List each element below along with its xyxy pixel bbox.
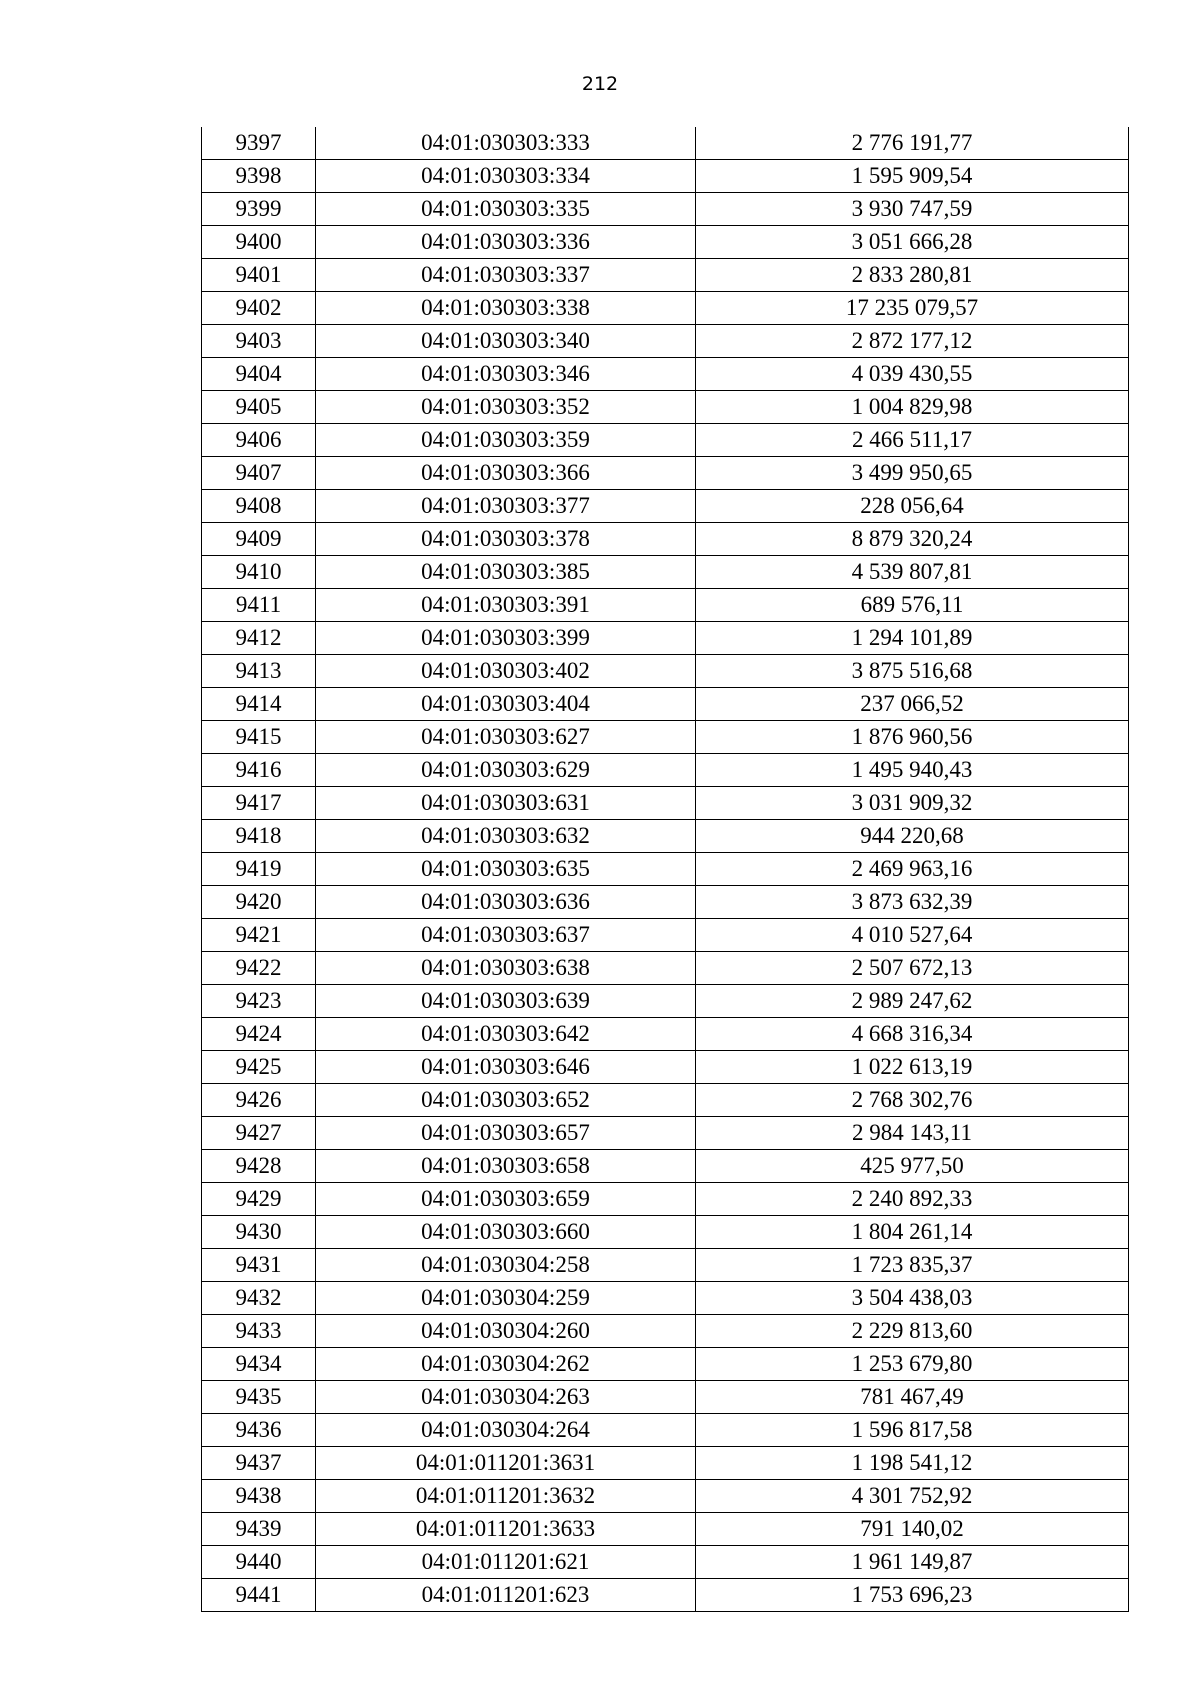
table-row <box>202 622 1129 655</box>
cadastral-value-cell: 3 499 950,65 <box>696 457 1129 490</box>
row-number-cell: 9412 <box>202 622 316 655</box>
row-number-cell: 9411 <box>202 589 316 622</box>
cadastral-value-cell: 1 723 835,37 <box>696 1249 1129 1282</box>
cadastral-number-cell: 04:01:030303:340 <box>316 325 696 358</box>
cadastral-value-cell: 2 507 672,13 <box>696 952 1129 985</box>
cadastral-number-cell: 04:01:030303:657 <box>316 1117 696 1150</box>
cadastral-value-cell: 1 022 613,19 <box>696 1051 1129 1084</box>
cadastral-number-cell: 04:01:030304:262 <box>316 1348 696 1381</box>
cadastral-number-cell: 04:01:030303:642 <box>316 1018 696 1051</box>
table-row <box>202 589 1129 622</box>
cadastral-number-cell: 04:01:030303:632 <box>316 820 696 853</box>
row-number-cell: 9434 <box>202 1348 316 1381</box>
table-row <box>202 1381 1129 1414</box>
cadastral-number-cell: 04:01:011201:3633 <box>316 1513 696 1546</box>
table-row <box>202 1216 1129 1249</box>
cadastral-value-cell: 1 804 261,14 <box>696 1216 1129 1249</box>
cadastral-value-cell: 425 977,50 <box>696 1150 1129 1183</box>
cadastral-value-cell: 1 596 817,58 <box>696 1414 1129 1447</box>
cadastral-number-cell: 04:01:011201:3632 <box>316 1480 696 1513</box>
table-row <box>202 1282 1129 1315</box>
table-row <box>202 919 1129 952</box>
table-row <box>202 1051 1129 1084</box>
cadastral-value-cell: 3 031 909,32 <box>696 787 1129 820</box>
table-row <box>202 985 1129 1018</box>
table-row <box>202 820 1129 853</box>
cadastral-value-cell: 4 301 752,92 <box>696 1480 1129 1513</box>
cadastral-number-cell: 04:01:030304:264 <box>316 1414 696 1447</box>
table-row <box>202 688 1129 721</box>
cadastral-value-cell: 2 229 813,60 <box>696 1315 1129 1348</box>
cadastral-number-cell: 04:01:030303:336 <box>316 226 696 259</box>
cadastral-number-cell: 04:01:030303:399 <box>316 622 696 655</box>
table-row <box>202 391 1129 424</box>
cadastral-value-cell: 1 253 679,80 <box>696 1348 1129 1381</box>
row-number-cell: 9426 <box>202 1084 316 1117</box>
table-row <box>202 952 1129 985</box>
table-row <box>202 1315 1129 1348</box>
cadastral-value-cell: 4 010 527,64 <box>696 919 1129 952</box>
cadastral-number-cell: 04:01:030303:660 <box>316 1216 696 1249</box>
cadastral-value-cell: 944 220,68 <box>696 820 1129 853</box>
row-number-cell: 9406 <box>202 424 316 457</box>
table-row <box>202 1480 1129 1513</box>
table-row <box>202 886 1129 919</box>
row-number-cell: 9408 <box>202 490 316 523</box>
cadastral-value-cell: 1 294 101,89 <box>696 622 1129 655</box>
cadastral-number-cell: 04:01:030304:260 <box>316 1315 696 1348</box>
cadastral-number-cell: 04:01:030303:631 <box>316 787 696 820</box>
row-number-cell: 9403 <box>202 325 316 358</box>
cadastral-number-cell: 04:01:030304:259 <box>316 1282 696 1315</box>
row-number-cell: 9431 <box>202 1249 316 1282</box>
page-number: 212 <box>581 73 619 95</box>
cadastral-value-cell: 2 768 302,76 <box>696 1084 1129 1117</box>
cadastral-number-cell: 04:01:030303:658 <box>316 1150 696 1183</box>
table-row <box>202 358 1129 391</box>
table-row <box>202 490 1129 523</box>
table-row <box>202 226 1129 259</box>
table-row <box>202 325 1129 358</box>
row-number-cell: 9413 <box>202 655 316 688</box>
cadastral-number-cell: 04:01:030303:638 <box>316 952 696 985</box>
cadastral-value-cell: 17 235 079,57 <box>696 292 1129 325</box>
cadastral-number-cell: 04:01:030303:346 <box>316 358 696 391</box>
row-number-cell: 9424 <box>202 1018 316 1051</box>
row-number-cell: 9402 <box>202 292 316 325</box>
table-row <box>202 424 1129 457</box>
cadastral-value-cell: 2 466 511,17 <box>696 424 1129 457</box>
cadastral-value-cell: 3 873 632,39 <box>696 886 1129 919</box>
cadastral-value-cell: 791 140,02 <box>696 1513 1129 1546</box>
row-number-cell: 9416 <box>202 754 316 787</box>
table-row <box>202 160 1129 193</box>
cadastral-number-cell: 04:01:030303:377 <box>316 490 696 523</box>
row-number-cell: 9425 <box>202 1051 316 1084</box>
cadastral-number-cell: 04:01:030303:366 <box>316 457 696 490</box>
cadastral-value-cell: 4 668 316,34 <box>696 1018 1129 1051</box>
row-number-cell: 9405 <box>202 391 316 424</box>
table-row <box>202 1183 1129 1216</box>
table-row <box>202 127 1129 160</box>
row-number-cell: 9430 <box>202 1216 316 1249</box>
row-number-cell: 9432 <box>202 1282 316 1315</box>
table-row <box>202 457 1129 490</box>
cadastral-number-cell: 04:01:030303:335 <box>316 193 696 226</box>
cadastral-value-cell: 4 039 430,55 <box>696 358 1129 391</box>
cadastral-value-cell: 1 198 541,12 <box>696 1447 1129 1480</box>
cadastral-number-cell: 04:01:030303:359 <box>316 424 696 457</box>
table-row <box>202 1546 1129 1579</box>
cadastral-value-cell: 1 004 829,98 <box>696 391 1129 424</box>
row-number-cell: 9399 <box>202 193 316 226</box>
table-row <box>202 1447 1129 1480</box>
table-row <box>202 1579 1129 1612</box>
row-number-cell: 9438 <box>202 1480 316 1513</box>
table-row <box>202 655 1129 688</box>
cadastral-number-cell: 04:01:030303:391 <box>316 589 696 622</box>
cadastral-value-cell: 2 984 143,11 <box>696 1117 1129 1150</box>
cadastral-value-cell: 3 875 516,68 <box>696 655 1129 688</box>
cadastral-number-cell: 04:01:030303:646 <box>316 1051 696 1084</box>
cadastral-value-cell: 3 930 747,59 <box>696 193 1129 226</box>
row-number-cell: 9420 <box>202 886 316 919</box>
cadastral-number-cell: 04:01:030304:263 <box>316 1381 696 1414</box>
row-number-cell: 9428 <box>202 1150 316 1183</box>
cadastral-number-cell: 04:01:030303:404 <box>316 688 696 721</box>
cadastral-value-cell: 1 961 149,87 <box>696 1546 1129 1579</box>
cadastral-value-cell: 1 495 940,43 <box>696 754 1129 787</box>
table-row <box>202 556 1129 589</box>
cadastral-number-cell: 04:01:030303:627 <box>316 721 696 754</box>
row-number-cell: 9414 <box>202 688 316 721</box>
cadastral-value-cell: 689 576,11 <box>696 589 1129 622</box>
cadastral-number-cell: 04:01:030303:334 <box>316 160 696 193</box>
table-row <box>202 1414 1129 1447</box>
row-number-cell: 9417 <box>202 787 316 820</box>
cadastral-value-cell: 2 240 892,33 <box>696 1183 1129 1216</box>
table-row <box>202 1513 1129 1546</box>
cadastral-value-cell: 1 876 960,56 <box>696 721 1129 754</box>
cadastral-number-cell: 04:01:030303:337 <box>316 259 696 292</box>
cadastral-number-cell: 04:01:030303:385 <box>316 556 696 589</box>
cadastral-number-cell: 04:01:030303:637 <box>316 919 696 952</box>
table-row <box>202 1117 1129 1150</box>
cadastral-number-cell: 04:01:030303:333 <box>316 127 696 160</box>
cadastral-value-cell: 1 595 909,54 <box>696 160 1129 193</box>
row-number-cell: 9433 <box>202 1315 316 1348</box>
row-number-cell: 9423 <box>202 985 316 1018</box>
row-number-cell: 9439 <box>202 1513 316 1546</box>
table-row <box>202 292 1129 325</box>
cadastral-value-cell: 2 776 191,77 <box>696 127 1129 160</box>
row-number-cell: 9415 <box>202 721 316 754</box>
row-number-cell: 9419 <box>202 853 316 886</box>
row-number-cell: 9429 <box>202 1183 316 1216</box>
cadastral-value-cell: 2 469 963,16 <box>696 853 1129 886</box>
cadastral-value-cell: 3 504 438,03 <box>696 1282 1129 1315</box>
cadastral-value-cell: 1 753 696,23 <box>696 1579 1129 1612</box>
table-row <box>202 721 1129 754</box>
cadastral-value-cell: 2 872 177,12 <box>696 325 1129 358</box>
cadastral-value-cell: 4 539 807,81 <box>696 556 1129 589</box>
row-number-cell: 9397 <box>202 127 316 160</box>
cadastral-value-cell: 237 066,52 <box>696 688 1129 721</box>
table-row <box>202 193 1129 226</box>
cadastral-number-cell: 04:01:030303:635 <box>316 853 696 886</box>
cadastral-number-cell: 04:01:030303:402 <box>316 655 696 688</box>
row-number-cell: 9422 <box>202 952 316 985</box>
cadastral-number-cell: 04:01:030303:636 <box>316 886 696 919</box>
row-number-cell: 9401 <box>202 259 316 292</box>
cadastral-value-cell: 781 467,49 <box>696 1381 1129 1414</box>
cadastral-number-cell: 04:01:030304:258 <box>316 1249 696 1282</box>
table-body <box>202 127 1129 1612</box>
cadastral-value-cell: 2 833 280,81 <box>696 259 1129 292</box>
cadastral-value-cell: 8 879 320,24 <box>696 523 1129 556</box>
cadastral-number-cell: 04:01:011201:623 <box>316 1579 696 1612</box>
row-number-cell: 9435 <box>202 1381 316 1414</box>
row-number-cell: 9427 <box>202 1117 316 1150</box>
cadastral-value-cell: 3 051 666,28 <box>696 226 1129 259</box>
cadastral-value-table <box>201 127 1129 1612</box>
row-number-cell: 9404 <box>202 358 316 391</box>
table-row <box>202 1018 1129 1051</box>
row-number-cell: 9409 <box>202 523 316 556</box>
table-row <box>202 754 1129 787</box>
cadastral-value-cell: 228 056,64 <box>696 490 1129 523</box>
row-number-cell: 9421 <box>202 919 316 952</box>
row-number-cell: 9418 <box>202 820 316 853</box>
cadastral-number-cell: 04:01:030303:338 <box>316 292 696 325</box>
row-number-cell: 9410 <box>202 556 316 589</box>
table-row <box>202 853 1129 886</box>
row-number-cell: 9400 <box>202 226 316 259</box>
table-row <box>202 787 1129 820</box>
row-number-cell: 9437 <box>202 1447 316 1480</box>
table-row <box>202 259 1129 292</box>
row-number-cell: 9398 <box>202 160 316 193</box>
table-row <box>202 1348 1129 1381</box>
cadastral-number-cell: 04:01:011201:3631 <box>316 1447 696 1480</box>
cadastral-number-cell: 04:01:011201:621 <box>316 1546 696 1579</box>
table-row <box>202 1150 1129 1183</box>
cadastral-value-cell: 2 989 247,62 <box>696 985 1129 1018</box>
cadastral-number-cell: 04:01:030303:352 <box>316 391 696 424</box>
table-row <box>202 523 1129 556</box>
row-number-cell: 9407 <box>202 457 316 490</box>
row-number-cell: 9440 <box>202 1546 316 1579</box>
table-row <box>202 1084 1129 1117</box>
row-number-cell: 9436 <box>202 1414 316 1447</box>
row-number-cell: 9441 <box>202 1579 316 1612</box>
cadastral-number-cell: 04:01:030303:378 <box>316 523 696 556</box>
cadastral-number-cell: 04:01:030303:652 <box>316 1084 696 1117</box>
cadastral-number-cell: 04:01:030303:639 <box>316 985 696 1018</box>
table-row <box>202 1249 1129 1282</box>
cadastral-number-cell: 04:01:030303:629 <box>316 754 696 787</box>
cadastral-number-cell: 04:01:030303:659 <box>316 1183 696 1216</box>
